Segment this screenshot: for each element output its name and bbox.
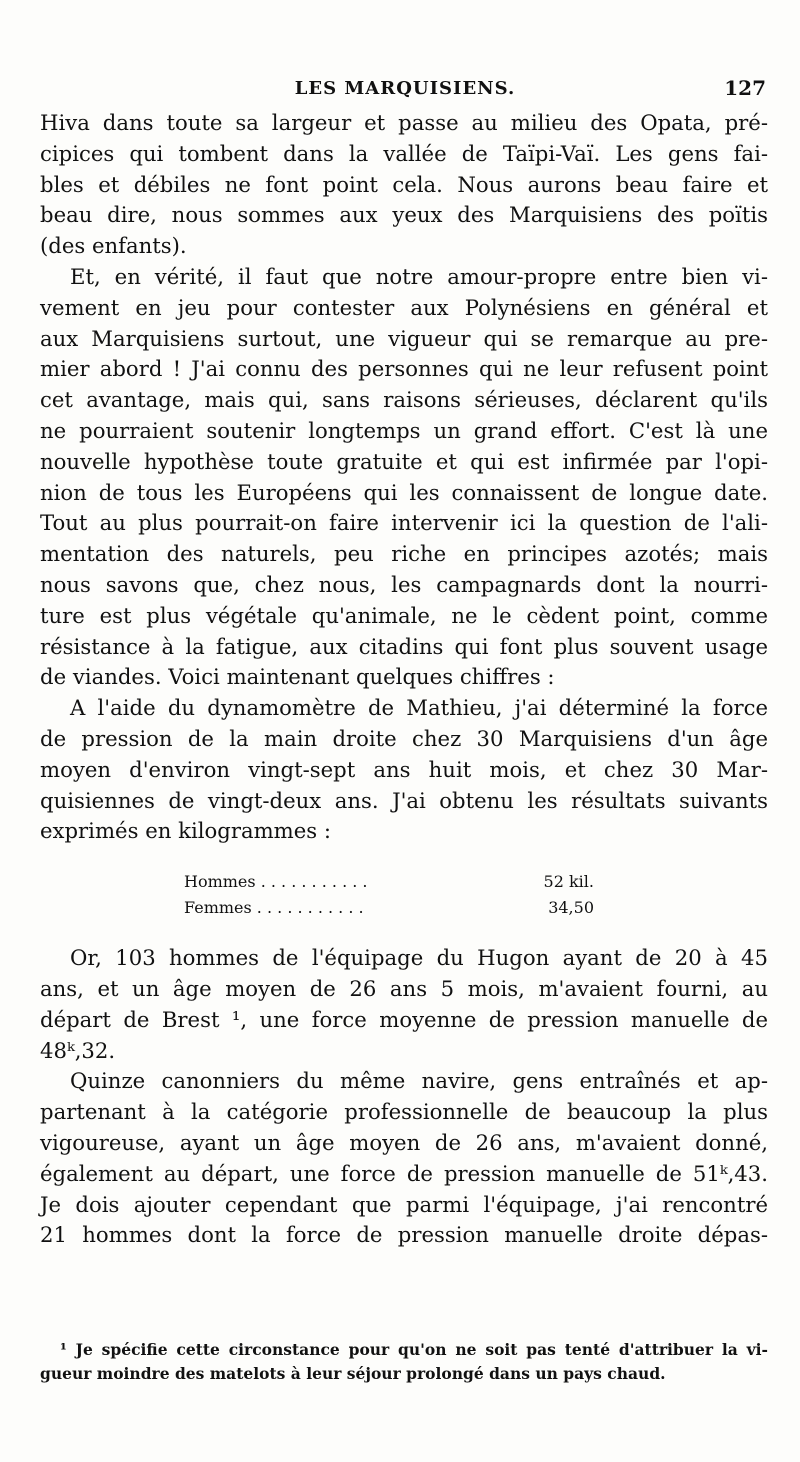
text-line: cet avantage, mais qui, sans raisons sérieuses, déclarent qu'ils — [40, 387, 768, 413]
text-line: Hiva dans toute sa largeur et passe au milieu des Opata, pré- — [40, 110, 768, 135]
text-line: nous savons que, chez nous, les campagnards dont la nourri- — [40, 571, 768, 597]
text-line: ans, et un âge moyen de 26 ans 5 mois, m'avaient fourni, au — [40, 975, 768, 1001]
text-line: vement en jeu pour contester aux Polynésiens en général et — [40, 294, 768, 320]
text-line: exprimés en kilogrammes : — [40, 818, 332, 844]
paragraph-3 — [40, 693, 768, 847]
text-line: aux Marquisiens surtout, une vigueur qui se remarque au pre- — [40, 325, 768, 351]
text-line: Je dois ajouter cependant que parmi l'équipage, j'ai rencontré — [40, 1191, 768, 1217]
text-line: 21 hommes dont la force de pression manuelle droite dépas- — [40, 1222, 768, 1248]
footnote-line: ¹ Je spécifie cette circonstance pour qu'on ne soit pas tenté d'attribuer la vi- — [60, 1340, 768, 1359]
text-line: résistance à la fatigue, aux citadins qui font plus souvent usage — [40, 633, 768, 659]
paragraph-5 — [40, 1066, 768, 1251]
paragraph-1 — [40, 108, 768, 262]
paragraph-2 — [40, 262, 768, 693]
results-table — [184, 869, 594, 921]
text-line: Et, en vérité, il faut que notre amour-propre entre bien vi- — [70, 263, 768, 289]
row-value: 34,50 — [548, 898, 594, 918]
text-line: ture est plus végétale qu'animale, ne le cèdent point, comme — [40, 602, 768, 628]
row-value: 52 kil. — [543, 872, 594, 892]
text-line: partenant à la catégorie professionnelle de beaucoup la plus — [40, 1099, 768, 1125]
text-line: ne pourraient soutenir longtemps un grand effort. C'est là une — [40, 417, 768, 443]
text-line: Quinze canonniers du même navire, gens entraînés et ap- — [70, 1068, 768, 1094]
row-label: Hommes . . . . . . . . . . . — [184, 872, 368, 892]
text-line: beau dire, nous sommes aux yeux des Marquisiens des poïtis — [40, 202, 768, 228]
text-line: mentation des naturels, peu riche en principes azotés; mais — [40, 541, 768, 567]
text-line: bles et débiles ne font point cela. Nous aurons beau faire et — [40, 171, 768, 197]
text-line: également au départ, une force de pression manuelle de 51ᵏ,43. — [40, 1160, 768, 1186]
text-line: 48ᵏ,32. — [40, 1037, 116, 1063]
table-row — [184, 869, 594, 895]
text-line: départ de Brest ¹, une force moyenne de pression manuelle de — [40, 1006, 768, 1032]
paragraph-4 — [40, 943, 768, 1066]
text-line: Or, 103 hommes de l'équipage du Hugon ayant de 20 à 45 — [70, 945, 768, 971]
text-line: A l'aide du dynamomètre de Mathieu, j'ai déterminé la force — [70, 695, 768, 721]
main-text — [40, 108, 768, 1251]
text-line: (des enfants). — [40, 233, 187, 259]
text-line: moyen d'environ vingt-sept ans huit mois, et chez 30 Mar- — [40, 756, 768, 782]
text-line: cipices qui tombent dans la vallée de Taïpi-Vaï. Les gens fai- — [40, 140, 768, 166]
text-line: nouvelle hypothèse toute gratuite et qui est infirmée par l'opi- — [40, 448, 768, 474]
footnote — [40, 1338, 768, 1386]
text-line: vigoureuse, ayant un âge moyen de 26 ans, m'avaient donné, — [40, 1129, 768, 1155]
text-line: mier abord ! J'ai connu des personnes qui ne leur refusent point — [40, 356, 768, 382]
table-row — [184, 895, 594, 921]
footnote-line: gueur moindre des matelots à leur séjour prolongé dans un pays chaud. — [40, 1364, 666, 1383]
running-head: LES MARQUISIENS. — [294, 78, 516, 99]
text-line: Tout au plus pourrait-on faire intervenir ici la question de l'ali- — [40, 510, 768, 536]
text-line: de pression de la main droite chez 30 Marquisiens d'un âge — [40, 725, 768, 751]
text-line: de viandes. Voici maintenant quelques chiffres : — [40, 664, 555, 690]
page-header — [40, 76, 770, 106]
text-line: nion de tous les Européens qui les connaissent de longue date. — [40, 479, 768, 505]
text-line: quisiennes de vingt-deux ans. J'ai obtenu les résultats suivants — [40, 787, 768, 813]
row-label: Femmes . . . . . . . . . . . — [184, 898, 364, 918]
page-number: 127 — [724, 76, 766, 100]
